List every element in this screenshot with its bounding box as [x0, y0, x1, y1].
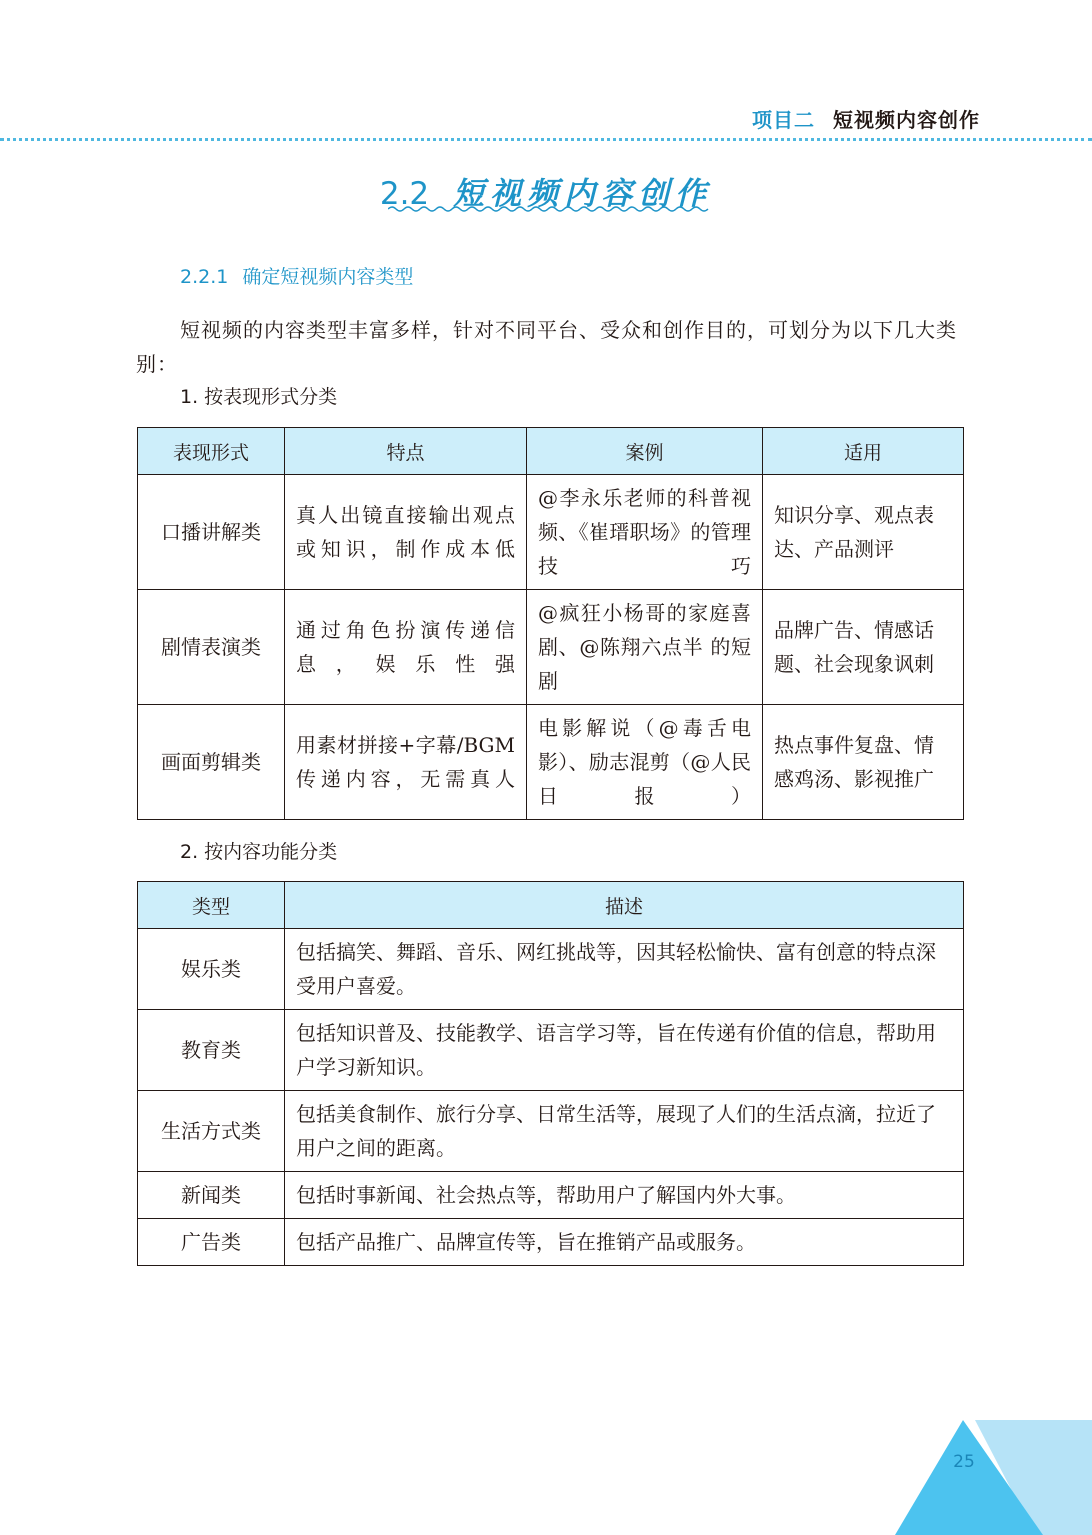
column-header: 适用: [763, 428, 964, 475]
table-cell: 口播讲解类: [138, 475, 285, 590]
column-header: 特点: [285, 428, 527, 475]
table-cell: 新闻类: [138, 1172, 285, 1219]
table-cell: 热点事件复盘、情感鸡汤、影视推广: [763, 705, 964, 820]
intro-paragraph: 短视频的内容类型丰富多样，针对不同平台、受众和创作目的，可划分为以下几大类别：: [136, 318, 957, 376]
subsection-heading: [180, 262, 413, 289]
header-divider: [0, 138, 1092, 141]
table-cell: 包括搞笑、舞蹈、音乐、网红挑战等，因其轻松愉快、富有创意的特点深受用户喜爱。: [285, 929, 964, 1010]
presentation-form-table: [137, 427, 964, 820]
table-row: [138, 590, 964, 705]
column-header: 表现形式: [138, 428, 285, 475]
table-cell: 画面剪辑类: [138, 705, 285, 820]
table-row: [138, 1219, 964, 1266]
table-cell: 广告类: [138, 1219, 285, 1266]
table-cell: 包括时事新闻、社会热点等，帮助用户了解国内外大事。: [285, 1172, 964, 1219]
subsection-title: 确定短视频内容类型: [242, 266, 414, 288]
table-cell: 娱乐类: [138, 929, 285, 1010]
table-row: [138, 1091, 964, 1172]
running-head: [752, 104, 980, 133]
content-function-table: [137, 881, 964, 1266]
classification-heading-1: 1. 按表现形式分类: [180, 386, 338, 408]
table-header-row: [138, 882, 964, 929]
table-cell: 包括知识普及、技能教学、语言学习等，旨在传递有价值的信息，帮助用户学习新知识。: [285, 1010, 964, 1091]
table-cell: 用素材拼接+字幕/BGM传递内容，无需真人: [285, 705, 527, 820]
section-title-text: 短视频内容创作: [453, 176, 713, 212]
table-cell: 通过角色扮演传递信息，娱乐性强: [285, 590, 527, 705]
table-cell: 包括美食制作、旅行分享、日常生活等，展现了人们的生活点滴，拉近了用户之间的距离。: [285, 1091, 964, 1172]
table-header-row: [138, 428, 964, 475]
table-row: [138, 1010, 964, 1091]
table-cell: 知识分享、观点表达、产品测评: [763, 475, 964, 590]
table-row: [138, 475, 964, 590]
classification-heading-2: 2. 按内容功能分类: [180, 841, 338, 863]
table-row: [138, 705, 964, 820]
table-row: [138, 929, 964, 1010]
table-cell: 教育类: [138, 1010, 285, 1091]
table-cell: 包括产品推广、品牌宣传等，旨在推销产品或服务。: [285, 1219, 964, 1266]
column-header: 描述: [285, 882, 964, 929]
table-cell: @李永乐老师的科普视频、《崔瑨职场》的管理技巧: [527, 475, 763, 590]
page-corner-decoration: [895, 1420, 1092, 1535]
page-number: 25: [953, 1452, 975, 1472]
table-cell: 品牌广告、情感话题、社会现象讽刺: [763, 590, 964, 705]
subsection-number: 2.2.1: [180, 266, 229, 288]
running-head-title: 短视频内容创作: [833, 108, 980, 132]
table-row: [138, 1172, 964, 1219]
column-header: 类型: [138, 882, 285, 929]
table-cell: 真人出镜直接输出观点或知识，制作成本低: [285, 475, 527, 590]
section-number: 2.2: [379, 176, 430, 212]
table-cell: @疯狂小杨哥的家庭喜剧、@陈翔六点半 的短剧: [527, 590, 763, 705]
running-head-project: 项目二: [752, 108, 815, 132]
table-cell: 电影解说（@毒舌电影）、励志混剪（@人民日报）: [527, 705, 763, 820]
table-cell: 生活方式类: [138, 1091, 285, 1172]
table-cell: 剧情表演类: [138, 590, 285, 705]
title-wavy-underline: [388, 204, 710, 214]
column-header: 案例: [527, 428, 763, 475]
